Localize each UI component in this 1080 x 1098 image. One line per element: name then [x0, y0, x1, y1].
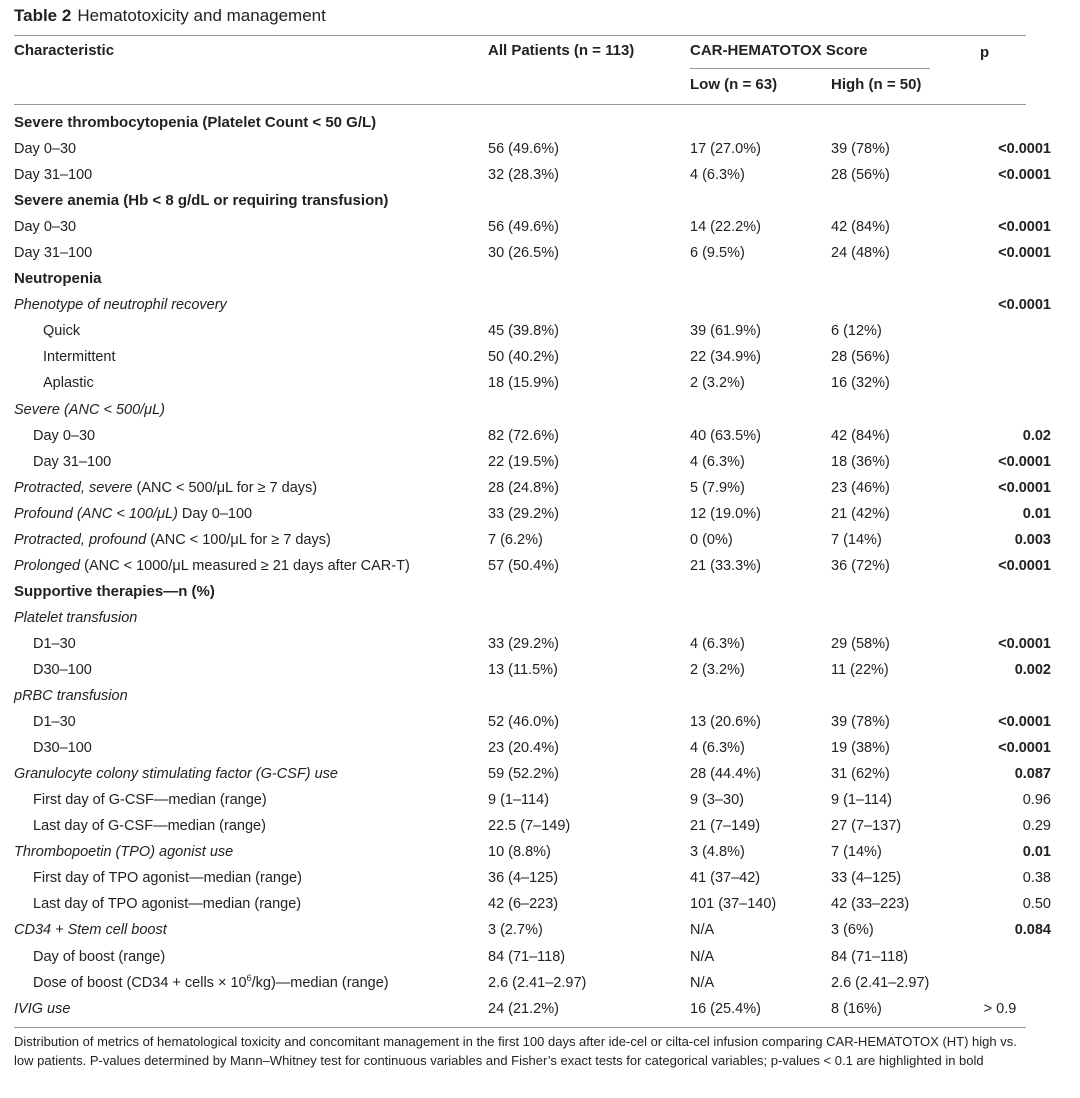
table-row	[0, 136, 1080, 162]
header-characteristic: Characteristic	[14, 42, 115, 59]
row-label: Neutropenia	[14, 270, 102, 288]
cell-all-patients: 82 (72.6%)	[488, 427, 559, 444]
table-row	[0, 527, 1080, 553]
cell-high-score: 3 (6%)	[831, 922, 874, 939]
cell-all-patients: 23 (20.4%)	[488, 740, 559, 757]
row-label: D1–30	[33, 635, 76, 652]
cell-p-value: 0.002	[1014, 661, 1051, 678]
row-label-suffix: /kg)—median (range)	[251, 974, 389, 991]
cell-all-patients: 84 (71–118)	[488, 948, 566, 965]
row-label-italic: Prolonged	[14, 557, 81, 574]
cell-high-score: 42 (84%)	[831, 427, 890, 444]
row-label: Day 31–100	[33, 453, 112, 470]
cell-low-score: 17 (27.0%)	[690, 141, 761, 158]
subsection-row	[0, 292, 1080, 318]
cell-low-score: N/A	[690, 974, 715, 991]
cell-all-patients: 50 (40.2%)	[488, 349, 559, 366]
table-row	[0, 944, 1080, 970]
cell-all-patients: 2.6 (2.41–2.97)	[488, 974, 587, 991]
cell-low-score: 2 (3.2%)	[690, 375, 745, 392]
cell-all-patients: 36 (4–125)	[488, 870, 559, 887]
cell-high-score: 21 (42%)	[831, 505, 890, 522]
cell-p-value: 0.087	[1014, 766, 1051, 783]
cell-p-value: 0.38	[1022, 870, 1051, 887]
row-label: Phenotype of neutrophil recovery	[14, 297, 227, 314]
cell-p-value: 0.50	[1022, 896, 1051, 913]
cell-p-value: 0.084	[1014, 922, 1051, 939]
row-label: First day of G-CSF—median (range)	[33, 792, 267, 809]
cell-low-score: 6 (9.5%)	[690, 245, 745, 262]
table-row	[0, 501, 1080, 527]
table-row	[0, 839, 1080, 865]
table-row	[0, 787, 1080, 813]
row-label	[14, 475, 317, 501]
row-label	[14, 996, 70, 1022]
cell-low-score: 21 (7–149)	[690, 818, 761, 835]
cell-all-patients: 56 (49.6%)	[488, 219, 559, 236]
cell-p-value: <0.0001	[998, 167, 1051, 184]
table-row	[0, 709, 1080, 735]
table-row	[0, 553, 1080, 579]
row-label: Severe (ANC < 500/μL)	[14, 401, 165, 418]
cell-low-score: 13 (20.6%)	[690, 714, 761, 731]
header-low: Low (n = 63)	[690, 76, 778, 93]
cell-low-score: 16 (25.4%)	[690, 1000, 761, 1017]
cell-low-score: 4 (6.3%)	[690, 453, 745, 470]
table-title	[14, 5, 326, 27]
table-row	[0, 344, 1080, 370]
cell-low-score: 5 (7.9%)	[690, 479, 745, 496]
cell-all-patients: 3 (2.7%)	[488, 922, 543, 939]
cell-all-patients: 33 (29.2%)	[488, 505, 559, 522]
row-label	[14, 839, 233, 865]
table-row	[0, 813, 1080, 839]
cell-high-score: 9 (1–114)	[831, 792, 892, 809]
table-row	[0, 475, 1080, 501]
cell-all-patients: 56 (49.6%)	[488, 141, 559, 158]
cell-all-patients: 18 (15.9%)	[488, 375, 559, 392]
cell-high-score: 18 (36%)	[831, 453, 890, 470]
row-label-rest: (ANC < 1000/μL measured ≥ 21 days after CAR-T)	[80, 557, 410, 574]
cell-high-score: 39 (78%)	[831, 141, 890, 158]
table-footnote: Distribution of metrics of hematological toxicity and concomitant management in the first 100 days after ide-cel or cilta-cel infusion comparing CAR-HEMATOTOX (HT) high vs. low patients. P-values determined by Mann–Whitney test for continuous variables and Fisher’s exact tests for categorical variables; p-values < 0.1 are highlighted in bold	[14, 1034, 1017, 1068]
cell-low-score: 4 (6.3%)	[690, 635, 745, 652]
cell-low-score: 22 (34.9%)	[690, 349, 761, 366]
table-row	[0, 761, 1080, 787]
cell-all-patients: 28 (24.8%)	[488, 479, 559, 496]
table-row	[0, 631, 1080, 657]
table-row	[0, 449, 1080, 475]
cell-all-patients: 30 (26.5%)	[488, 245, 559, 262]
cell-high-score: 7 (14%)	[831, 844, 882, 861]
cell-low-score: 4 (6.3%)	[690, 167, 745, 184]
cell-low-score: 39 (61.9%)	[690, 323, 761, 340]
row-label	[33, 970, 389, 996]
row-label: Day 0–30	[14, 219, 77, 236]
cell-low-score: 4 (6.3%)	[690, 740, 745, 757]
cell-low-score: 101 (37–140)	[690, 896, 777, 913]
row-label: D1–30	[33, 714, 76, 731]
row-label	[14, 917, 167, 943]
cell-p-value: 0.96	[1022, 792, 1051, 809]
table-row	[0, 996, 1080, 1022]
cell-all-patients: 22.5 (7–149)	[488, 818, 571, 835]
cell-low-score: 41 (37–42)	[690, 870, 761, 887]
table-row	[0, 917, 1080, 943]
cell-p-value: <0.0001	[998, 141, 1051, 158]
row-label-italic: Profound (ANC < 100/μL)	[14, 505, 178, 522]
cell-p-value: <0.0001	[998, 479, 1051, 496]
cell-all-patients: 42 (6–223)	[488, 896, 559, 913]
row-label-italic: Protracted, severe	[14, 479, 133, 496]
cell-high-score: 31 (62%)	[831, 766, 890, 783]
row-label: Last day of TPO agonist—median (range)	[33, 896, 302, 913]
header-top-rule	[14, 35, 1026, 36]
cell-high-score: 7 (14%)	[831, 531, 882, 548]
cell-all-patients: 52 (46.0%)	[488, 714, 559, 731]
row-label: Aplastic	[43, 375, 94, 392]
table-bottom-rule	[14, 1027, 1026, 1028]
cell-high-score: 19 (38%)	[831, 740, 890, 757]
cell-low-score: 14 (22.2%)	[690, 219, 761, 236]
cell-all-patients: 32 (28.3%)	[488, 167, 559, 184]
cell-all-patients: 13 (11.5%)	[488, 661, 558, 678]
cell-high-score: 24 (48%)	[831, 245, 890, 262]
row-label	[14, 761, 338, 787]
row-label: Quick	[43, 323, 81, 340]
section-header-row	[0, 188, 1080, 214]
row-label-rest: (ANC < 100/μL for ≥ 7 days)	[146, 531, 331, 548]
cell-all-patients: 57 (50.4%)	[488, 557, 559, 574]
row-label-text: Dose of boost (CD34 + cells × 10	[33, 974, 247, 991]
cell-low-score: 28 (44.4%)	[690, 766, 761, 783]
cell-all-patients: 22 (19.5%)	[488, 453, 559, 470]
cell-p-value: 0.02	[1022, 427, 1051, 444]
subsection-row	[0, 397, 1080, 423]
cell-p-value: 0.29	[1022, 818, 1051, 835]
row-label: Platelet transfusion	[14, 609, 138, 626]
cell-high-score: 16 (32%)	[831, 375, 890, 392]
row-label-italic: Protracted, profound	[14, 531, 147, 548]
cell-low-score: 40 (63.5%)	[690, 427, 761, 444]
cell-high-score: 84 (71–118)	[831, 948, 909, 965]
cell-p-value: 0.01	[1022, 844, 1051, 861]
cell-high-score: 8 (16%)	[831, 1000, 882, 1017]
cell-high-score: 27 (7–137)	[831, 818, 902, 835]
section-header-row	[0, 579, 1080, 605]
cell-low-score: 3 (4.8%)	[690, 844, 745, 861]
header-bottom-rule	[14, 104, 1026, 105]
section-header-row	[0, 110, 1080, 136]
cell-low-score: 21 (33.3%)	[690, 557, 761, 574]
header-score: CAR-HEMATOTOX Score	[690, 42, 868, 59]
cell-all-patients: 45 (39.8%)	[488, 323, 559, 340]
row-label: Day 31–100	[14, 245, 93, 262]
table-row	[0, 162, 1080, 188]
header-score-rule	[690, 68, 930, 69]
cell-p-value: 0.003	[1014, 531, 1051, 548]
row-label: D30–100	[33, 740, 92, 757]
row-label	[14, 527, 331, 553]
row-label: pRBC transfusion	[14, 688, 128, 705]
row-label: Day 0–30	[14, 141, 77, 158]
row-label-italic: IVIG use	[14, 1000, 71, 1017]
table-caption: Hematotoxicity and management	[77, 6, 326, 25]
cell-p-value: <0.0001	[998, 635, 1051, 652]
row-label	[14, 553, 410, 579]
cell-p-value: <0.0001	[998, 557, 1051, 574]
cell-high-score: 42 (33–223)	[831, 896, 910, 913]
table-body	[0, 110, 1080, 1022]
table-row	[0, 318, 1080, 344]
cell-high-score: 36 (72%)	[831, 557, 890, 574]
table-row	[0, 370, 1080, 396]
cell-p-value: <0.0001	[998, 245, 1051, 262]
cell-high-score: 28 (56%)	[831, 167, 890, 184]
cell-high-score: 6 (12%)	[831, 323, 882, 340]
table-row	[0, 657, 1080, 683]
cell-high-score: 29 (58%)	[831, 635, 890, 652]
row-label: Last day of G-CSF—median (range)	[33, 818, 266, 835]
cell-low-score: 2 (3.2%)	[690, 661, 745, 678]
cell-p-value: > 0.9	[983, 1000, 1017, 1017]
subsection-row	[0, 605, 1080, 631]
row-label-italic: Thrombopoetin (TPO) agonist use	[14, 844, 234, 861]
row-label-superscript: 6	[246, 972, 252, 983]
cell-high-score: 2.6 (2.41–2.97)	[831, 974, 930, 991]
table-row	[0, 735, 1080, 761]
cell-p-value: <0.0001	[998, 453, 1051, 470]
header-p: p	[980, 44, 990, 61]
cell-low-score: 9 (3–30)	[690, 792, 745, 809]
cell-high-score: 11 (22%)	[831, 661, 889, 678]
row-label: Severe thrombocytopenia (Platelet Count < 50 G/L)	[14, 114, 377, 131]
row-label: D30–100	[33, 661, 92, 678]
cell-all-patients: 10 (8.8%)	[488, 844, 551, 861]
row-label: Day 0–30	[33, 427, 96, 444]
row-label: Day of boost (range)	[33, 948, 166, 965]
cell-low-score: 0 (0%)	[690, 531, 733, 548]
cell-high-score: 33 (4–125)	[831, 870, 902, 887]
cell-high-score: 28 (56%)	[831, 349, 890, 366]
cell-p-value: <0.0001	[998, 714, 1051, 731]
table-row	[0, 891, 1080, 917]
cell-low-score: N/A	[690, 922, 715, 939]
cell-low-score: 12 (19.0%)	[690, 505, 761, 522]
cell-high-score: 39 (78%)	[831, 714, 890, 731]
row-label: First day of TPO agonist—median (range)	[33, 870, 302, 887]
row-label: Intermittent	[43, 349, 116, 366]
row-label: Supportive therapies—n (%)	[14, 582, 215, 600]
table-label: Table 2	[14, 6, 72, 25]
cell-all-patients: 24 (21.2%)	[488, 1000, 559, 1017]
row-label: Severe anemia (Hb < 8 g/dL or requiring transfusion)	[14, 192, 389, 210]
cell-high-score: 42 (84%)	[831, 219, 890, 236]
cell-p-value: <0.0001	[998, 219, 1051, 236]
cell-all-patients: 33 (29.2%)	[488, 635, 559, 652]
section-header-row	[0, 266, 1080, 292]
subsection-row	[0, 683, 1080, 709]
header-high: High (n = 50)	[831, 76, 922, 93]
cell-low-score: N/A	[690, 948, 715, 965]
cell-all-patients: 7 (6.2%)	[488, 531, 543, 548]
row-label-italic: Granulocyte colony stimulating factor (G-CSF) use	[14, 766, 338, 783]
cell-p-value: <0.0001	[998, 297, 1051, 314]
table-row	[0, 240, 1080, 266]
table-row	[0, 423, 1080, 449]
row-label-rest: (ANC < 500/μL for ≥ 7 days)	[132, 479, 318, 496]
row-label-italic: CD34 + Stem cell boost	[14, 922, 167, 939]
table-row	[0, 970, 1080, 996]
cell-p-value: 0.01	[1022, 505, 1051, 522]
row-label-rest: Day 0–100	[177, 505, 253, 522]
cell-all-patients: 9 (1–114)	[488, 792, 549, 809]
row-label: Day 31–100	[14, 167, 93, 184]
table-row	[0, 214, 1080, 240]
cell-all-patients: 59 (52.2%)	[488, 766, 559, 783]
row-label	[14, 501, 252, 527]
cell-high-score: 23 (46%)	[831, 479, 890, 496]
cell-p-value: <0.0001	[998, 740, 1051, 757]
header-all-patients: All Patients (n = 113)	[488, 42, 635, 59]
table-row	[0, 865, 1080, 891]
